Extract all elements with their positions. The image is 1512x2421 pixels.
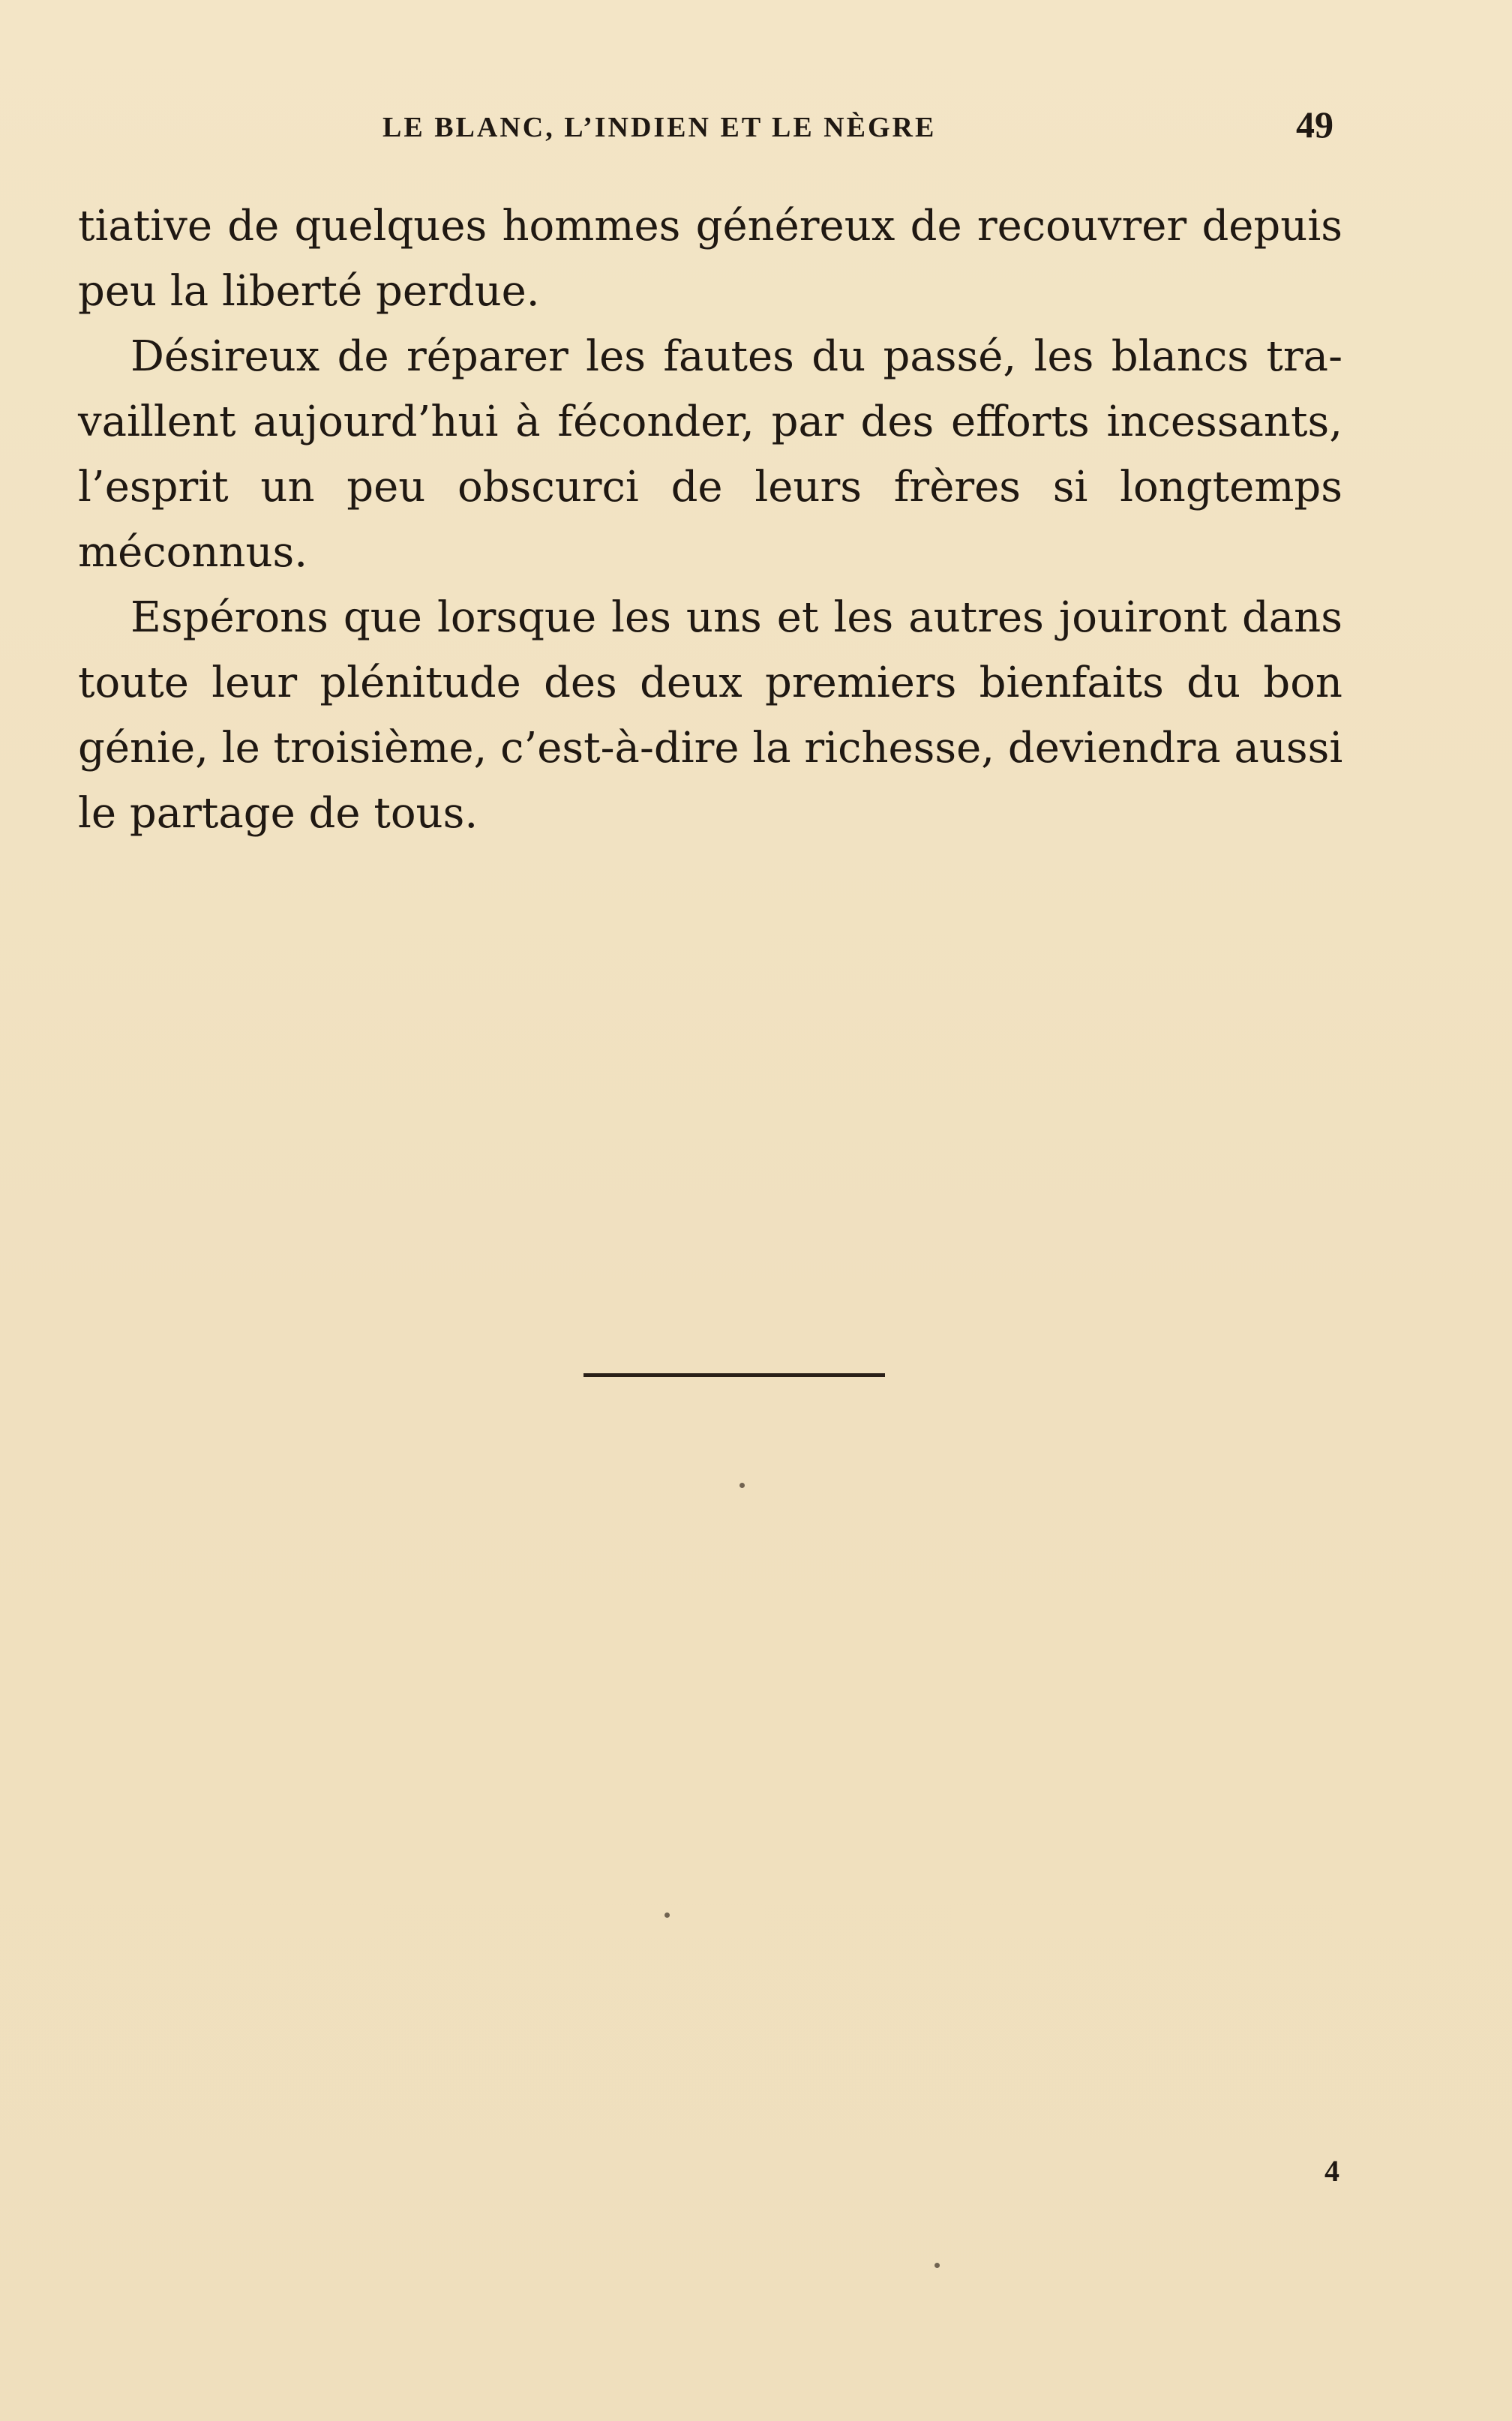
running-head xyxy=(0,105,1512,150)
text-line: l’esprit un peu obscurci de leurs frères si longtemps xyxy=(78,463,1342,512)
text-line: génie, le troisième, c’est-à-dire la richesse, deviendra aussi xyxy=(78,724,1343,772)
text-line: méconnus. xyxy=(78,528,308,577)
paper-speck xyxy=(664,1912,670,1918)
paper-speck xyxy=(934,2263,940,2268)
page-number: 49 xyxy=(1296,104,1334,146)
signature-mark: 4 xyxy=(1324,2154,1340,2188)
body-text xyxy=(78,194,1342,846)
text-line: peu la liberté perdue. xyxy=(78,267,540,316)
text-line: vaillent aujourd’hui à féconder, par des efforts incessants, xyxy=(78,398,1342,446)
paper-speck xyxy=(740,1483,745,1488)
text-line: Espérons que lorsque les uns et les autres jouiront dans xyxy=(130,593,1342,642)
text-line: tiative de quelques hommes généreux de recouvrer depuis xyxy=(78,202,1342,250)
text-line: toute leur plénitude des deux premiers bienfaits du bon xyxy=(78,658,1342,707)
text-line: le partage de tous. xyxy=(78,789,478,838)
text-line: Désireux de réparer les fautes du passé, les blancs tra- xyxy=(130,332,1342,381)
section-end-rule xyxy=(584,1373,885,1377)
running-title: LE BLANC, L’INDIEN ET LE NÈGRE xyxy=(382,112,937,143)
